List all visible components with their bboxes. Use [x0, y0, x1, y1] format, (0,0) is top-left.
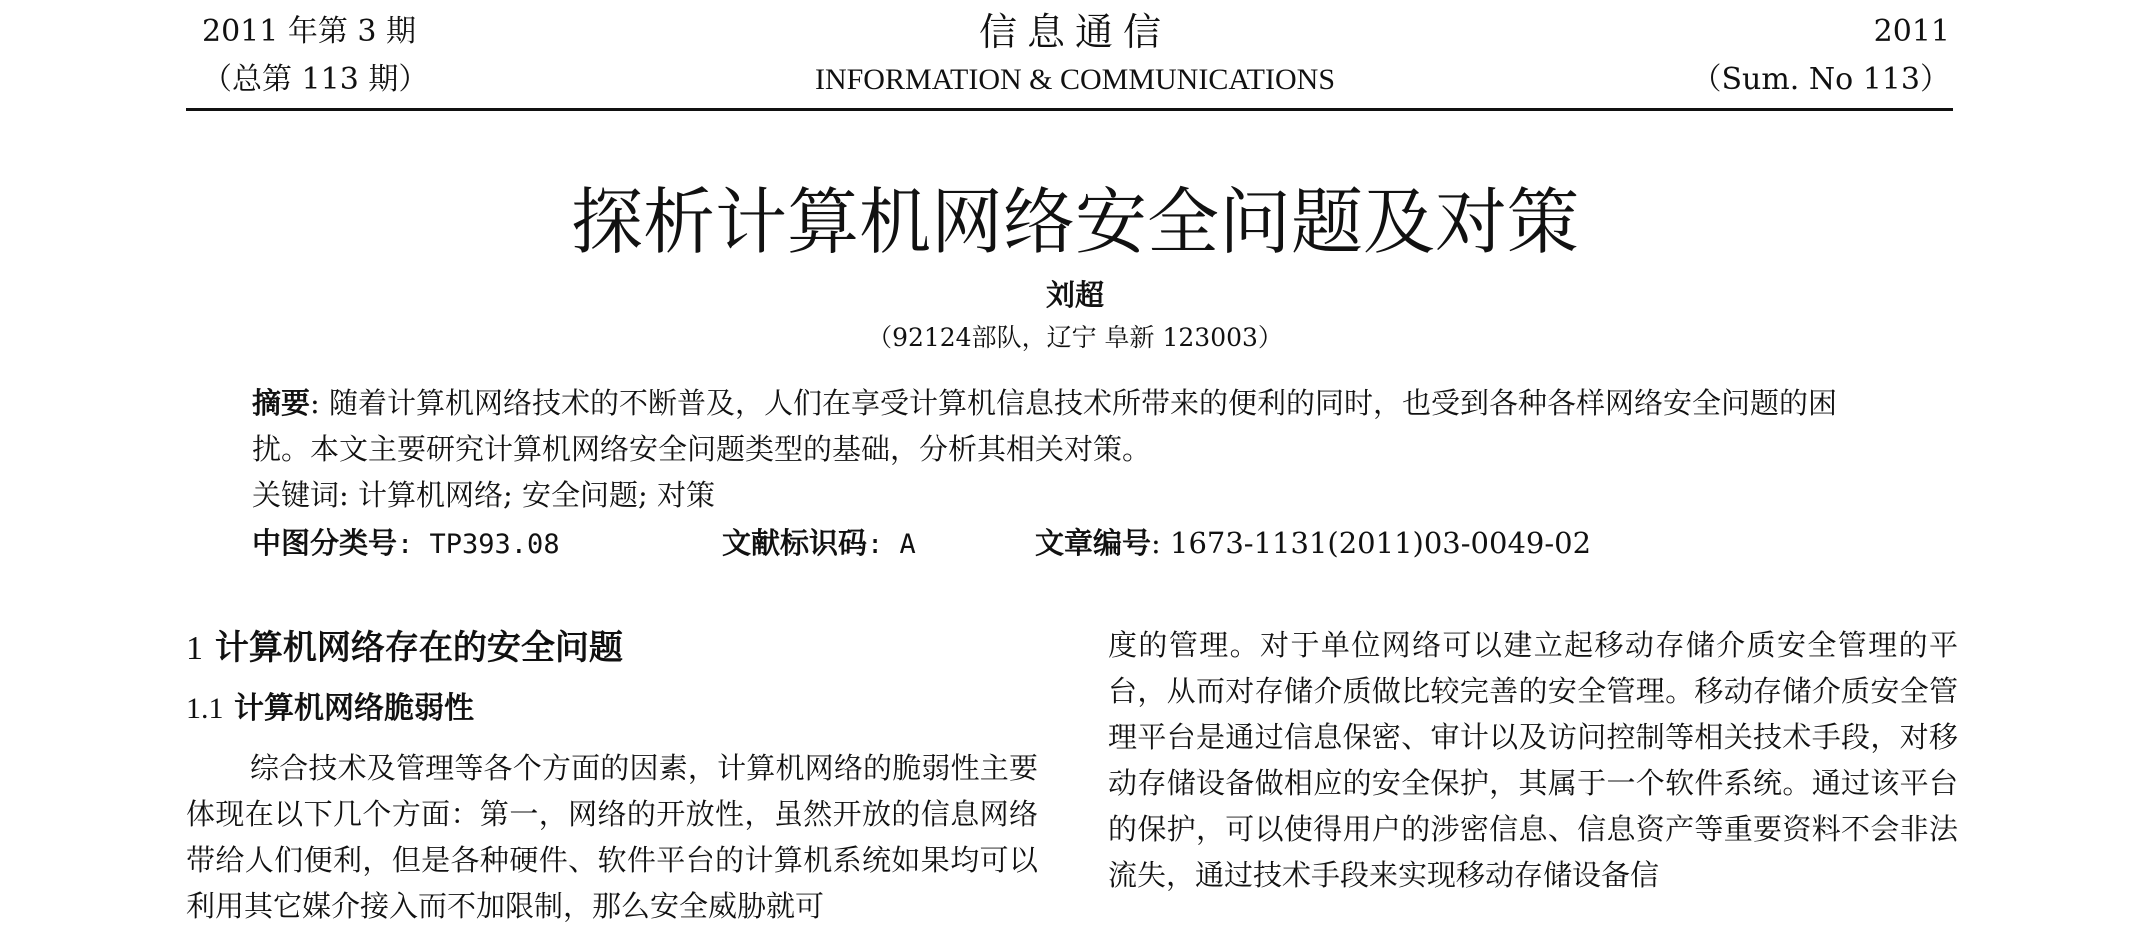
article-number-value: : 1673-1131(2011)03-0049-02 — [1151, 526, 1592, 560]
subsection-1-1-number: 1.1 — [186, 692, 224, 725]
journal-subtitle: INFORMATION & COMMUNICATIONS — [814, 63, 1336, 96]
subsection-1-1-title: 计算机网络脆弱性 — [223, 691, 474, 726]
article-title: 探析计算机网络安全问题及对策 — [570, 180, 1579, 264]
article-number-label: 文章编号 — [1035, 526, 1152, 560]
left-column — [186, 620, 1038, 929]
author-affiliation: （92124部队，辽宁 阜新 123003） — [867, 323, 1283, 352]
section-1-title: 计算机网络存在的安全问题 — [203, 628, 623, 668]
abstract-text: : 随着计算机网络技术的不断普及，人们在享受计算机信息技术所带来的便利的同时，也受到各种各样网络安全问题的困扰。本文主要研究计算机网络安全问题类型的基础，分析其相关对策。 — [252, 386, 1838, 466]
issue-info-english — [1691, 8, 1950, 104]
issue-year-english: 2011 — [1873, 14, 1950, 49]
document-code-value: : A — [867, 529, 916, 560]
abstract — [252, 380, 1892, 472]
issue-total-number: （总第 113 期） — [202, 62, 429, 97]
article-author: 刘超 — [1045, 278, 1104, 312]
keywords-label: 关键词 — [252, 478, 340, 512]
clc-number — [252, 520, 560, 568]
article-number — [1035, 520, 1591, 566]
body-paragraph-right: 度的管理。对于单位网络可以建立起移动存储介质安全管理的平台，从而对存储介质做比较完善的安全管理。移动存储介质安全管理平台是通过信息保密、审计以及访问控制等相关技术手段，对移动存储设备做相应的安全保护，其属于一个软件系统。通过该平台的保护，可以使得用户的涉密信息、信息资产等重要资料不会非法流失，通过技术手段来实现移动存储设备信 — [1108, 628, 1958, 892]
keywords-text: : 计算机网络; 安全问题; 对策 — [339, 478, 715, 512]
journal-title: 信息通信 — [978, 10, 1171, 54]
document-code — [722, 520, 916, 568]
abstract-label: 摘要 — [252, 386, 311, 420]
clc-label: 中图分类号 — [252, 526, 398, 560]
section-1-number: 1 — [186, 630, 203, 667]
subsection-heading-1-1 — [186, 683, 1038, 735]
clc-value: : TP393.08 — [397, 529, 560, 560]
keywords — [252, 472, 715, 518]
issue-sum-number: （Sum. No 113） — [1691, 62, 1950, 97]
section-heading-1 — [186, 620, 1038, 677]
header-divider — [186, 108, 1953, 111]
document-code-label: 文献标识码 — [722, 526, 868, 560]
issue-year-number: 2011 年第 3 期 — [202, 14, 417, 49]
body-paragraph-left: 综合技术及管理等各个方面的因素，计算机网络的脆弱性主要体现在以下几个方面：第一，网络的开放性，虽然开放的信息网络带给人们便利，但是各种硬件、软件平台的计算机系统如果均可以利用其它媒介接入而不加限制，那么安全威胁就可 — [186, 751, 1038, 923]
